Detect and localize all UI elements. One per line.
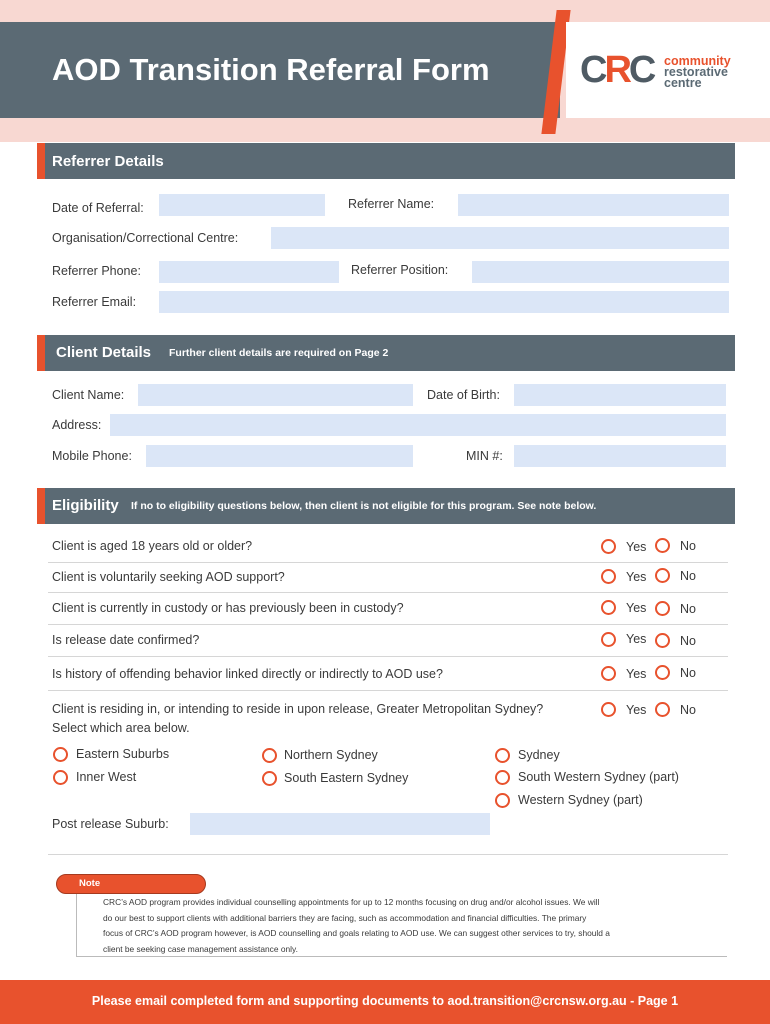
q2-no-label: No [680, 569, 696, 583]
area-sydney-label: Sydney [518, 748, 560, 762]
post-release-suburb-label: Post release Suburb: [52, 817, 169, 831]
note-line: focus of CRC’s AOD program however, is AOD counselling and goals relating to AOD use. We can suggest other services to try, should a [103, 928, 610, 938]
question-offending-aod: Is history of offending behavior linked directly or indirectly to AOD use? [52, 667, 443, 681]
referrer-name-field[interactable] [458, 194, 729, 216]
q3-no-radio[interactable] [655, 601, 670, 616]
referrer-position-label: Referrer Position: [351, 263, 449, 277]
q6-yes-label: Yes [626, 703, 647, 717]
referrer-phone-label: Referrer Phone: [52, 264, 141, 278]
address-field[interactable] [110, 414, 726, 436]
q2-no-radio[interactable] [655, 568, 670, 583]
area-northern-sydney-label: Northern Sydney [284, 748, 378, 762]
area-western-sydney-radio[interactable] [495, 793, 510, 808]
date-of-birth-label: Date of Birth: [427, 388, 500, 402]
note-line: do our best to support clients with additional barriers they are facing, such as accommodation and financial difficulties. The primary [103, 912, 587, 923]
divider [48, 656, 728, 657]
q3-yes-label: Yes [626, 601, 647, 615]
q4-yes-radio[interactable] [601, 632, 616, 647]
q5-yes-radio[interactable] [601, 666, 616, 681]
area-south-eastern-sydney-label: South Eastern Sydney [284, 771, 409, 785]
mobile-phone-label: Mobile Phone: [52, 449, 132, 463]
question-sydney-residence: Client is residing in, or intending to reside in upon release, Greater Metropolitan Sydney? [52, 702, 544, 716]
client-section-title: Client Details [56, 344, 152, 361]
post-release-suburb-field[interactable] [190, 813, 490, 835]
area-eastern-suburbs-radio[interactable] [53, 747, 68, 762]
question-custody: Client is currently in custody or has previously been in custody? [52, 601, 404, 615]
q1-no-radio[interactable] [655, 538, 670, 553]
note-tag [56, 874, 206, 894]
area-sydney-radio[interactable] [495, 748, 510, 763]
divider [48, 562, 728, 563]
logo-word-restorative: restorative [664, 65, 728, 79]
area-south-western-sydney-radio[interactable] [495, 770, 510, 785]
note-tag-label: Note [79, 878, 101, 889]
q4-yes-label: Yes [626, 632, 647, 646]
q2-yes-label: Yes [626, 570, 647, 584]
crc-logo: CRC [580, 49, 654, 91]
footer-text: Please email completed form and supporting documents to aod.transition@crcnsw.org.au - Page 1 [91, 994, 679, 1008]
date-of-referral-field[interactable] [159, 194, 325, 216]
min-field[interactable] [514, 445, 726, 467]
mobile-phone-field[interactable] [146, 445, 413, 467]
referrer-phone-field[interactable] [159, 261, 339, 283]
q4-no-label: No [680, 634, 696, 648]
client-name-label: Client Name: [52, 388, 125, 402]
area-inner-west-label: Inner West [76, 770, 137, 784]
area-prompt: Select which area below. [52, 721, 190, 735]
client-name-field[interactable] [138, 384, 413, 406]
q5-no-label: No [680, 666, 696, 680]
q4-no-radio[interactable] [655, 633, 670, 648]
question-release-date: Is release date confirmed? [52, 633, 200, 647]
client-section-note: Further client details are required on Page 2 [169, 347, 389, 359]
divider [48, 624, 728, 625]
q1-no-label: No [680, 539, 696, 553]
organisation-label: Organisation/Correctional Centre: [52, 231, 239, 245]
q3-yes-radio[interactable] [601, 600, 616, 615]
q6-no-label: No [680, 703, 696, 717]
area-inner-west-radio[interactable] [53, 770, 68, 785]
logo-word-centre: centre [664, 76, 702, 90]
page-title: AOD Transition Referral Form [52, 52, 490, 87]
divider [48, 690, 728, 691]
eligibility-section-title: Eligibility [52, 497, 119, 514]
referrer-name-label: Referrer Name: [348, 197, 435, 211]
logo-word-community: community [664, 54, 731, 68]
question-aged-18: Client is aged 18 years old or older? [52, 539, 253, 553]
area-south-western-sydney-label: South Western Sydney (part) [518, 770, 679, 784]
area-western-sydney-label: Western Sydney (part) [518, 793, 643, 807]
note-line: client be seeking case management assistance only. [103, 943, 298, 954]
note-line: CRC’s AOD program provides individual counselling appointments for up to 12 months focusing on drug and/or alcohol issues. We will [103, 897, 600, 907]
referrer-email-field[interactable] [159, 291, 729, 313]
date-of-birth-field[interactable] [514, 384, 726, 406]
q6-no-radio[interactable] [655, 702, 670, 717]
logo-wordmark [664, 56, 731, 89]
question-voluntary: Client is voluntarily seeking AOD support? [52, 570, 285, 584]
q2-yes-radio[interactable] [601, 569, 616, 584]
area-northern-sydney-radio[interactable] [262, 748, 277, 763]
date-of-referral-label: Date of Referral: [52, 201, 144, 215]
q1-yes-radio[interactable] [601, 539, 616, 554]
organisation-field[interactable] [271, 227, 729, 249]
eligibility-section-note: If no to eligibility questions below, then client is not eligible for this program. See note below. [131, 500, 597, 512]
address-label: Address: [52, 418, 102, 432]
referrer-section-title: Referrer Details [52, 153, 164, 170]
note-text [103, 895, 723, 957]
q6-yes-radio[interactable] [601, 702, 616, 717]
area-south-eastern-sydney-radio[interactable] [262, 771, 277, 786]
q3-no-label: No [680, 602, 696, 616]
divider [48, 592, 728, 593]
referrer-email-label: Referrer Email: [52, 295, 137, 309]
q1-yes-label: Yes [626, 540, 647, 554]
referrer-position-field[interactable] [472, 261, 729, 283]
q5-no-radio[interactable] [655, 665, 670, 680]
q5-yes-label: Yes [626, 667, 647, 681]
divider [48, 854, 728, 855]
area-eastern-suburbs-label: Eastern Suburbs [76, 747, 170, 761]
min-label: MIN #: [466, 449, 503, 463]
